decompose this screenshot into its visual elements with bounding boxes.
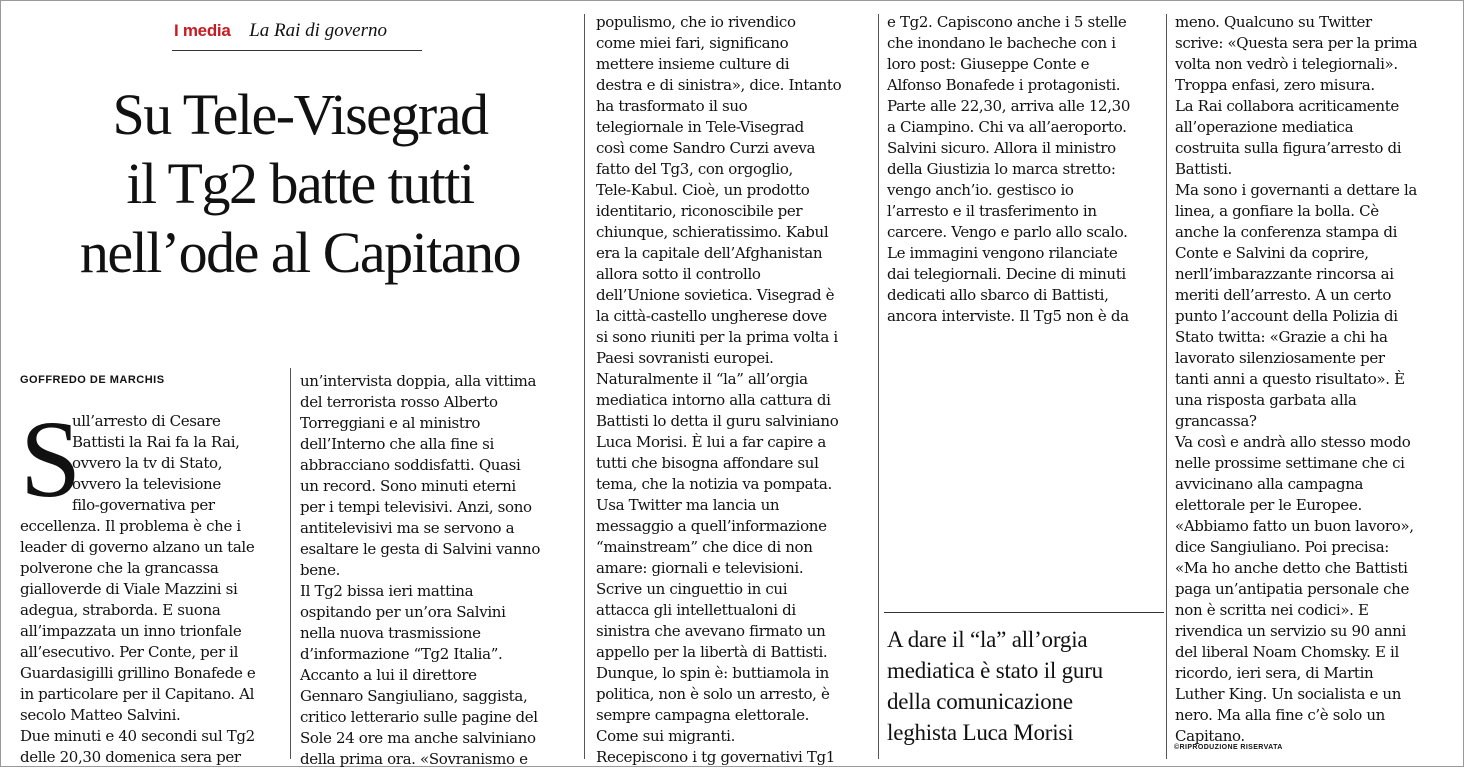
text-line: Capitano. — [1175, 727, 1245, 745]
text-line: linea, a gonfiare la bolla. Cè — [1175, 202, 1379, 220]
text-line: abbracciano soddisfatti. Quasi — [300, 456, 521, 474]
text-line: secolo Matteo Salvini. — [20, 706, 181, 724]
text-line: grancassa? — [1175, 412, 1257, 430]
text-line: Guardasigilli grillino Bonafede e — [20, 664, 256, 682]
text-line: nelle prossime settimane che ci — [1175, 454, 1405, 472]
text-line: che inondano le bacheche con i — [887, 34, 1116, 52]
text-line: un’intervista doppia, alla vittima — [300, 372, 537, 390]
text-line: ovvero la televisione — [72, 475, 221, 493]
column-rule — [290, 368, 291, 759]
text-line: volta non vedrò i telegiornali». — [1175, 55, 1398, 73]
text-line: Scrive un cinguettio in cui — [596, 580, 788, 598]
text-line: Paesi sovranisti europei. — [596, 349, 774, 367]
text-line: per i tempi televisivi. Anzi, sono — [300, 498, 532, 516]
text-line: era la capitale dell’Afghanistan — [596, 244, 823, 262]
text-line: del liberal Noam Chomsky. E il — [1175, 643, 1399, 661]
text-line: identitario, riconoscibile per — [596, 202, 803, 220]
article-column-3 — [596, 12, 841, 768]
text-line: Conte e Salvini da coprire, — [1175, 244, 1369, 262]
text-line: adegua, straborda. E suona — [20, 601, 221, 619]
text-line: messaggio a quell’informazione — [596, 517, 827, 535]
text-line: costruita sulla figura’arresto di — [1175, 139, 1402, 157]
text-line: rivendica un servizio su 90 anni — [1175, 622, 1406, 640]
text-line: Naturalmente il “la” all’orgia — [596, 370, 808, 388]
article-column-2 — [300, 371, 540, 770]
text-line: punto l’account della Polizia di — [1175, 307, 1398, 325]
text-line: appello per la libertà di Battisti. — [596, 643, 828, 661]
text-line: all’operazione mediatica — [1175, 118, 1354, 136]
text-line: come miei fari, significano — [596, 34, 789, 52]
text-line: gialloverde di Viale Mazzini si — [20, 580, 238, 598]
text-line: mettere insieme culture di — [596, 55, 790, 73]
text-line: Sole 24 ore ma anche salviniano — [300, 729, 536, 747]
text-line: dedicati allo sbarco di Battisti, — [887, 286, 1109, 304]
section-subtitle: La Rai di governo — [249, 20, 387, 41]
text-line: all’impazzata un inno trionfale — [20, 622, 242, 640]
headline-line: il Tg2 batte tutti — [126, 151, 474, 216]
column-rule — [878, 14, 879, 759]
text-line: sempre campagna elettorale. — [596, 706, 810, 724]
text-line: nella nuova trasmissione — [300, 624, 481, 642]
text-line: e Tg2. Capiscono anche i 5 stelle — [887, 13, 1127, 31]
text-line: carcere. Vengo e parlo allo scalo. — [887, 223, 1128, 241]
text-line: Due minuti e 40 secondi sul Tg2 — [20, 727, 255, 745]
headline-line: Su Tele-Visegrad — [112, 82, 488, 147]
text-line: un record. Sono minuti eterni — [300, 477, 516, 495]
text-line: così come Sandro Curzi aveva — [596, 139, 816, 157]
text-line: loro post: Giuseppe Conte e — [887, 55, 1090, 73]
text-line: Accanto a lui il direttore — [300, 666, 477, 684]
drop-cap: S — [20, 398, 82, 520]
text-line: attacca gli intellettualoni di — [596, 601, 796, 619]
text-line: Dunque, lo spin è: buttiamola in — [596, 664, 829, 682]
text-line: Battisti lo detta il guru salviniano — [596, 412, 839, 430]
text-line: d’informazione “Tg2 Italia”. — [300, 645, 503, 663]
text-line: meriti dell’arresto. A un certo — [1175, 286, 1392, 304]
text-line: Ma sono i governanti a dettare la — [1175, 181, 1418, 199]
text-line: Le immagini vengono rilanciate — [887, 244, 1118, 262]
text-line: chiunque, schieratissimo. Kabul — [596, 223, 829, 241]
text-line: ha trasformato il suo — [596, 97, 748, 115]
text-line: elettorale per le Europee. — [1175, 496, 1362, 514]
headline-line: nell’ode al Capitano — [79, 220, 521, 285]
text-line: della prima ora. «Sovranismo e — [300, 750, 528, 768]
text-line: allora sotto il controllo — [596, 265, 761, 283]
kicker-underline — [172, 50, 422, 51]
text-line: bene. — [300, 561, 341, 579]
text-line: amare: giornali e televisioni. — [596, 559, 804, 577]
text-line: anche la conferenza stampa di — [1175, 223, 1398, 241]
text-line: non è scritta nei codici». E — [1175, 601, 1369, 619]
text-line: tutti che bisogna affondare sul — [596, 454, 819, 472]
text-line: politica, non è solo un arresto, è — [596, 685, 830, 703]
text-line: telegiornale in Tele-Visegrad — [596, 118, 804, 136]
text-line: Troppa enfasi, zero misura. — [1175, 76, 1375, 94]
text-line: tema, che la notizia va pompata. — [596, 475, 832, 493]
text-line: dice Sangiuliano. Poi precisa: — [1175, 538, 1390, 556]
pullquote-line: A dare il “la” all’orgia — [887, 627, 1088, 652]
text-line: Usa Twitter ma lancia un — [596, 496, 780, 514]
text-line: polverone che la grancassa — [20, 559, 219, 577]
section-kicker — [174, 20, 387, 42]
text-line: leader di governo alzano un tale — [20, 538, 255, 556]
text-line: populismo, che io rivendico — [596, 13, 796, 31]
text-line: eccellenza. Il problema è che i — [20, 517, 241, 535]
text-line: Il Tg2 bissa ieri mattina — [300, 582, 474, 600]
text-line: filo-governativa per — [72, 496, 215, 514]
text-line: ospitando per un’ora Salvini — [300, 603, 506, 621]
text-line: tanti anni a questo risultato». È — [1175, 370, 1405, 388]
text-line: ovvero la tv di Stato, — [72, 454, 223, 472]
article-column-5 — [1175, 12, 1417, 747]
text-line: ull’arresto di Cesare — [72, 412, 221, 430]
text-line: ricordo, ieri sera, di Martin — [1175, 664, 1374, 682]
pullquote — [887, 624, 1165, 748]
text-line: sinistra che avevano firmato un — [596, 622, 826, 640]
copyright-notice: ©RIPRODUZIONE RISERVATA — [1174, 744, 1283, 751]
text-line: Va così e andrà allo stesso modo — [1175, 433, 1411, 451]
pullquote-rule — [884, 612, 1164, 613]
text-line: Luther King. Un socialista e un — [1175, 685, 1402, 703]
text-line: Stato twitta: «Grazie a chi ha — [1175, 328, 1388, 346]
text-line: della Giustizia lo marca stretto: — [887, 160, 1116, 178]
text-line: destra e di sinistra», dice. Intanto — [596, 76, 842, 94]
text-line: scrive: «Questa sera per la prima — [1175, 34, 1418, 52]
text-line: Salvini sicuro. Allora il ministro — [887, 139, 1116, 157]
text-line: antitelevisivi ma se servono a — [300, 519, 515, 537]
text-line: nerll’imbarazzante rincorsa ai — [1175, 265, 1394, 283]
text-line: Parte alle 22,30, arriva alle 12,30 — [887, 97, 1131, 115]
text-line: esaltare le gesta di Salvini vanno — [300, 540, 541, 558]
text-line: vengo anch’io. gestisco io — [887, 181, 1074, 199]
section-tag: I media — [174, 21, 231, 40]
headline — [22, 80, 578, 287]
text-line: si sono riuniti per la prima volta i — [596, 328, 838, 346]
text-line: dell’Unione sovietica. Visegrad è — [596, 286, 835, 304]
byline: GOFFREDO DE MARCHIS — [20, 374, 165, 386]
text-line: Alfonso Bonafede i protagonisti. — [887, 76, 1121, 94]
text-line: Gennaro Sangiuliano, saggista, — [300, 687, 528, 705]
text-line: «Ma ho anche detto che Battisti — [1175, 559, 1408, 577]
pullquote-line: mediatica è stato il guru — [887, 658, 1103, 683]
text-line: Come sui migranti. — [596, 727, 735, 745]
article-column-1 — [20, 411, 255, 768]
text-line: del terrorista rosso Alberto — [300, 393, 498, 411]
text-line: l’arresto e il trasferimento in — [887, 202, 1097, 220]
text-line: La Rai collabora acriticamente — [1175, 97, 1399, 115]
text-line: dai telegiornali. Decine di minuti — [887, 265, 1126, 283]
column-rule — [584, 14, 585, 759]
text-line: paga un’antipatia personale che — [1175, 580, 1409, 598]
text-line: critico letterario sulle pagine del — [300, 708, 538, 726]
text-line: Tele-Kabul. Cioè, un prodotto — [596, 181, 810, 199]
text-line: all’esecutivo. Per Conte, per il — [20, 643, 239, 661]
text-line: mediatica intorno alla cattura di — [596, 391, 831, 409]
article-column-4 — [887, 12, 1130, 327]
text-line: avvicinano alla campagna — [1175, 475, 1364, 493]
text-line: lavorato silenziosamente per — [1175, 349, 1385, 367]
text-line: in particolare per il Capitano. Al — [20, 685, 255, 703]
column-rule — [1166, 14, 1167, 759]
text-line: nero. Ma alla fine c’è solo un — [1175, 706, 1385, 724]
pullquote-line: leghista Luca Morisi — [887, 720, 1074, 745]
text-line: meno. Qualcuno su Twitter — [1175, 13, 1372, 31]
text-line: Torreggiani e al ministro — [300, 414, 481, 432]
text-line: la città-castello ungherese dove — [596, 307, 827, 325]
text-line: Recepiscono i tg governativi Tg1 — [596, 748, 835, 766]
text-line: a Ciampino. Chi va all’aeroporto. — [887, 118, 1127, 136]
pullquote-line: della comunicazione — [887, 689, 1073, 714]
text-line: «Abbiamo fatto un buon lavoro», — [1175, 517, 1414, 535]
text-line: “mainstream” che dice di non — [596, 538, 813, 556]
text-line: delle 20,30 domenica sera per — [20, 748, 241, 766]
text-line: fatto del Tg3, con orgoglio, — [596, 160, 793, 178]
text-line: una risposta garbata alla — [1175, 391, 1357, 409]
text-line: Luca Morisi. È lui a far capire a — [596, 433, 826, 451]
text-line: ancora interviste. Il Tg5 non è da — [887, 307, 1129, 325]
text-line: dell’Interno che alla fine si — [300, 435, 494, 453]
text-line: Battisti la Rai fa la Rai, — [72, 433, 240, 451]
text-line: Battisti. — [1175, 160, 1232, 178]
